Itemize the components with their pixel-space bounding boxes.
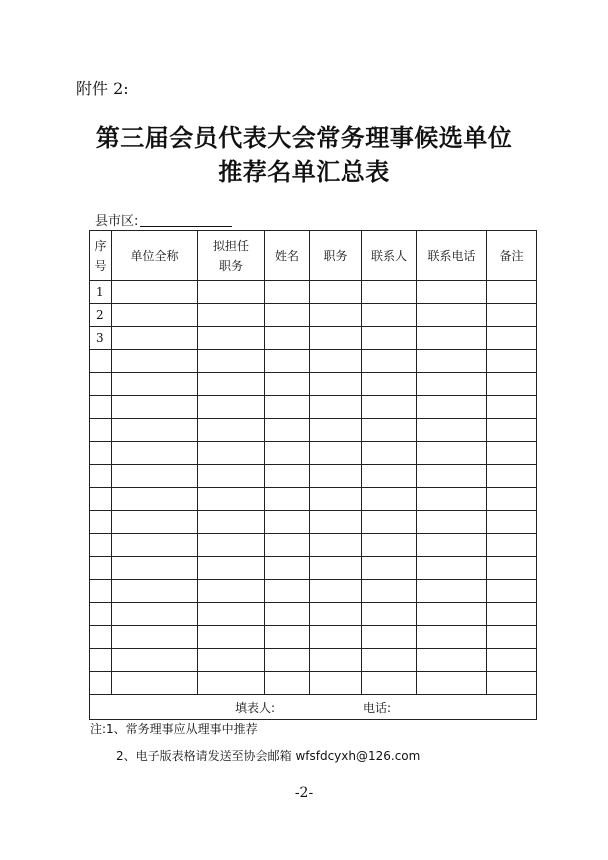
table-cell [362,488,417,511]
header-seq: 序 号 [90,231,112,281]
table-cell [265,350,310,373]
table-cell [198,672,265,695]
header-contact: 联系人 [362,231,417,281]
table-cell [362,672,417,695]
table-cell [310,557,362,580]
document-title-line1: 第三届会员代表大会常务理事候选单位 [95,123,513,152]
table-cell [198,511,265,534]
header-position: 拟担任 职务 [198,231,265,281]
table-cell [310,304,362,327]
table-cell [417,672,487,695]
table-cell [417,626,487,649]
table-row [90,396,537,419]
note-2: 2、电子版表格请发送至协会邮箱 wfsfdcyxh@126.com [116,749,421,763]
table-cell [362,603,417,626]
table-cell [487,465,537,488]
table-cell [265,603,310,626]
table-row [90,580,537,603]
table-row [90,304,537,327]
table-cell [198,465,265,488]
table-cell [417,281,487,304]
notes [90,716,420,770]
row-number-cell [90,373,112,396]
table-cell [112,649,198,672]
table-cell [487,281,537,304]
header-phone: 联系电话 [417,231,487,281]
table-row [90,672,537,695]
table-cell [198,442,265,465]
table-cell [362,396,417,419]
header-remark: 备注 [487,231,537,281]
table-cell [198,419,265,442]
table-row [90,350,537,373]
table-cell [310,350,362,373]
table-cell [198,327,265,350]
table-cell [112,327,198,350]
table-cell [487,304,537,327]
table-cell [265,327,310,350]
table-cell [310,281,362,304]
table-cell [112,488,198,511]
table-cell [265,442,310,465]
table-cell [198,603,265,626]
attachment-label: 附件 2: [76,79,129,98]
row-number-cell [90,534,112,557]
table-cell [487,603,537,626]
table-cell [112,281,198,304]
table-cell [310,488,362,511]
header-unit: 单位全称 [112,231,198,281]
table-cell [265,396,310,419]
row-number-cell [90,442,112,465]
table-cell [310,373,362,396]
table-cell [112,419,198,442]
table-cell [265,304,310,327]
table-cell [487,327,537,350]
table-cell [310,511,362,534]
table-row [90,603,537,626]
table-cell [112,511,198,534]
table-header-row [90,231,537,281]
table-cell [487,396,537,419]
table-body [90,281,537,695]
table-cell [417,327,487,350]
table-cell [310,442,362,465]
table-row [90,373,537,396]
table-cell [112,626,198,649]
table-cell [417,396,487,419]
table-cell [417,649,487,672]
table-cell [112,580,198,603]
table-cell [362,649,417,672]
table-cell [417,350,487,373]
table-cell [198,396,265,419]
table-cell [487,488,537,511]
table-cell [112,304,198,327]
row-number-cell: 2 [90,304,112,327]
note-1: 注:1、常务理事应从理事中推荐 [90,722,258,736]
table-cell [362,557,417,580]
table-cell [112,672,198,695]
header-name: 姓名 [265,231,310,281]
table-cell [198,304,265,327]
table-cell [310,327,362,350]
table-cell [417,442,487,465]
table-cell [198,373,265,396]
row-number-cell [90,488,112,511]
table-cell [417,304,487,327]
table-row [90,649,537,672]
table-cell [112,396,198,419]
row-number-cell [90,580,112,603]
table-cell [112,557,198,580]
table-row [90,511,537,534]
table-cell [417,373,487,396]
table-cell [417,511,487,534]
row-number-cell [90,649,112,672]
table-cell [310,465,362,488]
table-cell [265,511,310,534]
table-cell [265,580,310,603]
table-cell [310,672,362,695]
table-cell [487,511,537,534]
table-row [90,534,537,557]
table-cell [310,534,362,557]
table-cell [487,580,537,603]
table-cell [265,373,310,396]
row-number-cell [90,557,112,580]
table-cell [417,465,487,488]
table-cell [112,442,198,465]
table-cell [198,626,265,649]
header-title: 职务 [310,231,362,281]
table-row [90,488,537,511]
county-blank-line [140,214,232,227]
county-field [95,210,232,229]
table-cell [310,396,362,419]
table-row [90,626,537,649]
table-cell [417,534,487,557]
row-number-cell [90,626,112,649]
table-cell [417,557,487,580]
table-row [90,442,537,465]
document-title-line2: 推荐名单汇总表 [218,157,390,186]
table-cell [362,373,417,396]
table-cell [265,626,310,649]
table-cell [198,350,265,373]
table-cell [112,350,198,373]
table-cell [362,465,417,488]
table-cell [198,557,265,580]
table-row [90,557,537,580]
table-cell [487,350,537,373]
row-number-cell [90,419,112,442]
table-cell [362,534,417,557]
row-number-cell [90,603,112,626]
table-cell [362,626,417,649]
table-cell [265,649,310,672]
row-number-cell: 3 [90,327,112,350]
table-cell [265,557,310,580]
table-cell [310,419,362,442]
page-number: -2- [294,785,314,801]
table-cell [198,534,265,557]
row-number-cell [90,350,112,373]
table-cell [198,488,265,511]
row-number-cell [90,672,112,695]
row-number-cell [90,511,112,534]
table-cell [265,488,310,511]
table-cell [487,534,537,557]
table-cell [487,649,537,672]
table-cell [417,580,487,603]
table-cell [112,373,198,396]
table-cell [198,281,265,304]
table-cell [362,419,417,442]
table-cell [112,465,198,488]
table-cell [310,580,362,603]
table-cell [487,419,537,442]
table-row [90,419,537,442]
table-cell [265,534,310,557]
table-cell [487,626,537,649]
table-cell [112,534,198,557]
table-cell [198,649,265,672]
table-cell [265,419,310,442]
table-cell [417,603,487,626]
table-cell [362,327,417,350]
table-cell [417,419,487,442]
table-cell [487,672,537,695]
county-label: 县市区: [95,214,139,229]
table-cell [310,649,362,672]
table-cell [487,373,537,396]
table-cell [417,488,487,511]
table-cell [310,603,362,626]
table-row [90,465,537,488]
table-cell [362,350,417,373]
table-cell [265,465,310,488]
table-cell [265,672,310,695]
table-cell [487,442,537,465]
row-number-cell [90,396,112,419]
row-number-cell: 1 [90,281,112,304]
table-cell [198,580,265,603]
table-cell [362,580,417,603]
table-cell [265,281,310,304]
phone-label: 电话: [363,700,392,715]
row-number-cell [90,465,112,488]
table-cell [112,603,198,626]
table-cell [362,304,417,327]
table-cell [362,281,417,304]
table-cell [362,511,417,534]
table-row [90,281,537,304]
table-cell [310,626,362,649]
table-cell [487,557,537,580]
filler-label: 填表人: [234,700,275,715]
recommendation-table [89,230,537,720]
table-row [90,327,537,350]
table-cell [362,442,417,465]
